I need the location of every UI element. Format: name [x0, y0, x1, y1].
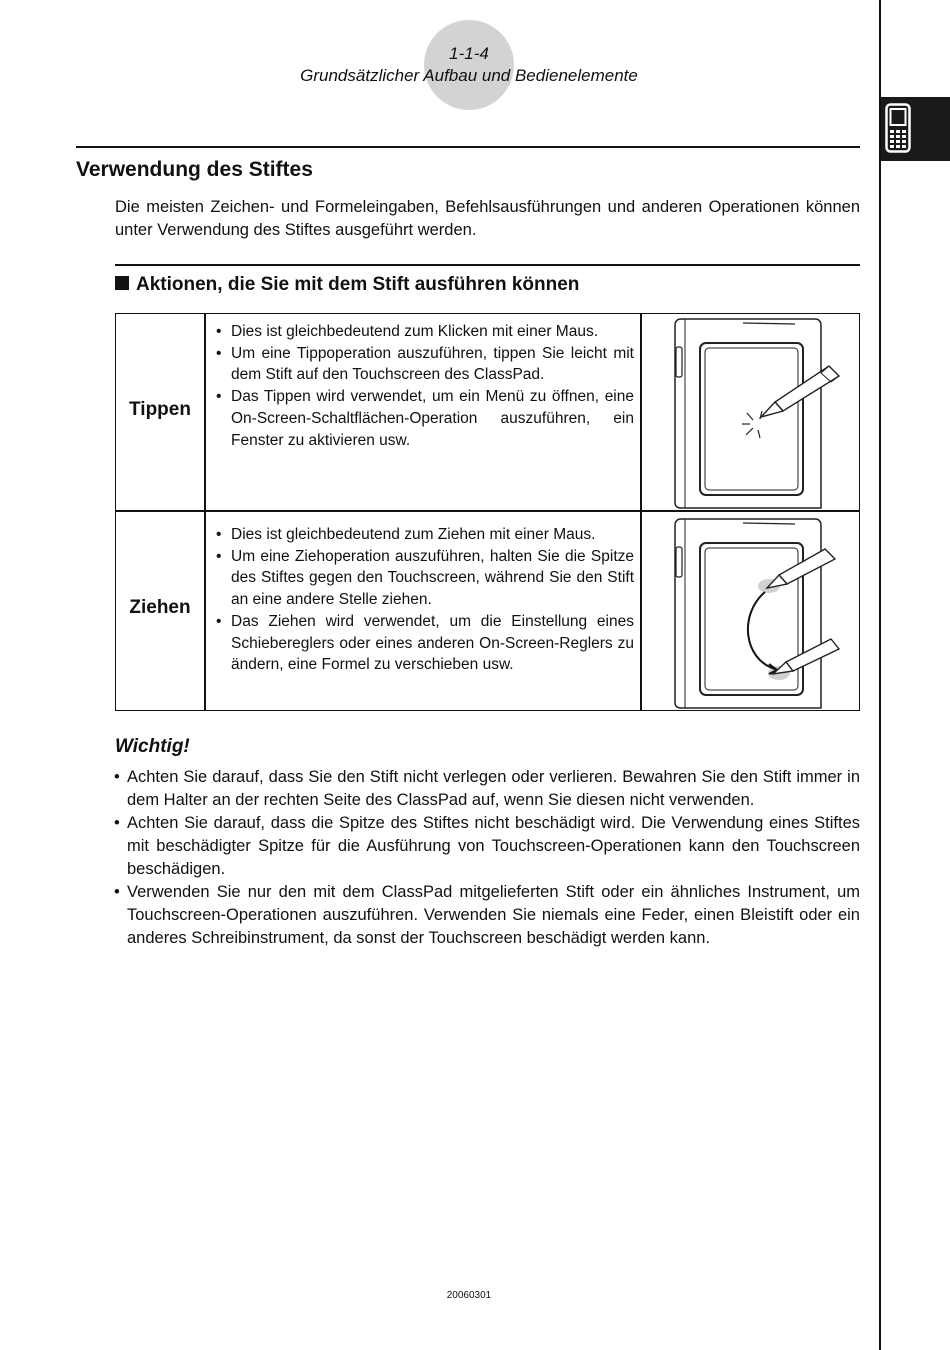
list-item: • Dies ist gleichbedeutend zum Klicken mit einer Maus.	[216, 321, 634, 343]
table-divider	[116, 510, 859, 512]
square-bullet-icon	[115, 276, 129, 290]
page-number: 1-1-4	[449, 44, 489, 63]
page-edge-rule	[879, 0, 881, 1350]
list-item: • Das Tippen wird verwendet, um ein Menü zu öffnen, eine On-Screen-Schaltflächen-Operation auszuführen, ein Fenster zu aktivieren usw.	[216, 386, 634, 451]
list-item: • Das Ziehen wird verwendet, um die Einstellung eines Schiebereglers oder eines anderen On-Screen-Reglers zu ändern, eine Formel zu verschieben usw.	[216, 611, 634, 676]
table-divider	[204, 314, 206, 710]
action-bullets-tippen	[216, 321, 634, 451]
actions-table	[115, 313, 860, 711]
list-item: • Verwenden Sie nur den mit dem ClassPad mitgelieferten Stift oder ein ähnliches Instrument, um Touchscreen-Operationen auszuführen. Verwenden Sie niemals eine Feder, einen Bleistift oder ein anderes Schreibinstrument, da sonst der Touchscreen beschädigt werden kann.	[115, 881, 860, 950]
section-title: Verwendung des Stiftes	[76, 158, 313, 181]
list-item: • Achten Sie darauf, dass Sie den Stift nicht verlegen oder verlieren. Bewahren Sie den Stift immer in dem Halter an der rechten Seite des ClassPad auf, wenn Sie diesen nicht verwenden.	[115, 766, 860, 812]
important-title: Wichtig!	[115, 736, 190, 757]
list-item: • Um eine Ziehoperation auszuführen, halten Sie die Spitze des Stiftes gegen den Touchscreen, während Sie den Stift an eine andere Stelle ziehen.	[216, 546, 634, 611]
chapter-tab	[881, 97, 950, 161]
drag-illustration	[643, 514, 859, 710]
list-item: • Um eine Tippoperation auszuführen, tippen Sie leicht mit dem Stift auf den Touchscreen des ClassPad.	[216, 343, 634, 386]
action-label-ziehen: Ziehen	[129, 597, 191, 618]
subsection-rule	[115, 264, 860, 266]
list-item: • Dies ist gleichbedeutend zum Ziehen mit einer Maus.	[216, 524, 634, 546]
action-label-tippen: Tippen	[129, 399, 191, 420]
tap-illustration	[643, 314, 859, 510]
header-circle	[424, 20, 514, 110]
action-bullets-ziehen	[216, 524, 634, 676]
section-intro: Die meisten Zeichen- und Formeleingaben, Befehlsausführungen und anderen Operationen können unter Verwendung des Stiftes ausgeführt werden.	[115, 198, 860, 239]
list-item: • Achten Sie darauf, dass die Spitze des Stiftes nicht beschädigt wird. Die Verwendung eines Stiftes mit beschädigter Spitze für die Ausführung von Touchscreen-Operationen kann den Touchscreen beschädigen.	[115, 812, 860, 881]
calculator-icon	[885, 103, 911, 153]
footer-code: 20060301	[446, 1290, 492, 1301]
subsection-title: Aktionen, die Sie mit dem Stift ausführen können	[136, 274, 580, 295]
section-rule	[76, 146, 860, 148]
table-divider	[640, 314, 642, 710]
chapter-title: Grundsätzlicher Aufbau und Bedienelemente	[300, 66, 638, 85]
subsection-heading	[115, 274, 579, 296]
important-notes	[115, 766, 860, 950]
